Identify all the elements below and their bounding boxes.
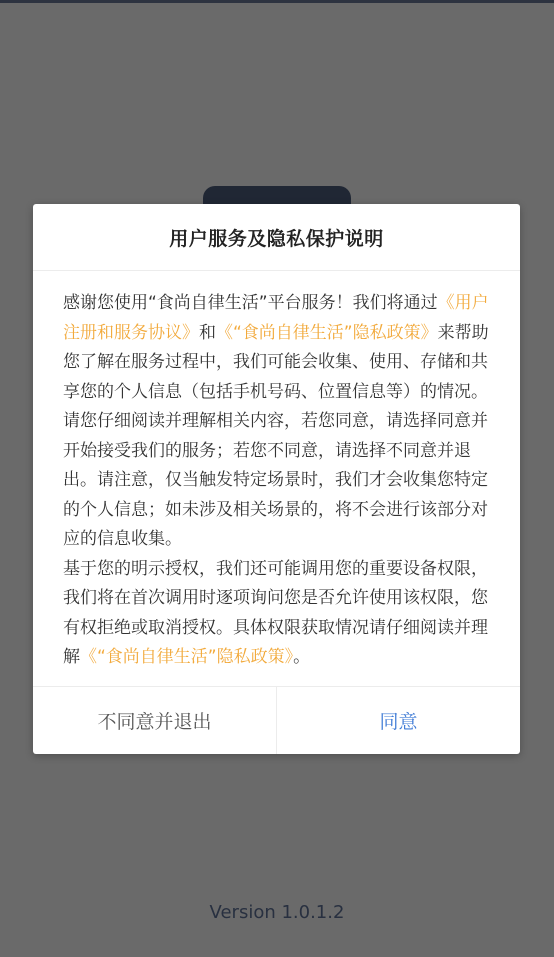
body-paragraph-2 (63, 555, 492, 673)
body-paragraph-1 (63, 289, 492, 555)
agree-button[interactable]: 同意 (379, 711, 418, 733)
body-text: 基于您的明示授权，我们还可能调用您的重要设备权限，我们将在首次调用时逐项询问您是否允许使用该权限，您有权拒绝或取消授权。具体权限获取情况请仔细阅读并理解 (63, 558, 488, 667)
dialog-title: 用户服务及隐私保护说明 (169, 227, 384, 250)
version-label: Version 1.0.1.2 (209, 902, 345, 923)
privacy-policy-link[interactable]: 《“食尚自律生活”隐私政策》 (216, 322, 438, 343)
user-agreement-link[interactable]: 《用户注册和服务协议》 (63, 293, 489, 343)
dialog-body (33, 271, 520, 671)
body-text: 。 (293, 647, 311, 667)
dialog-footer (33, 686, 520, 754)
privacy-dialog (33, 204, 520, 754)
disagree-exit-button[interactable]: 不同意并退出 (33, 687, 277, 754)
status-bar (0, 0, 554, 3)
dialog-header (33, 204, 520, 271)
body-text: 和 (199, 322, 216, 343)
body-text: 来帮助您了解在服务过程中，我们可能会收集、使用、存储和共享您的个人信息（包括手机号码、位置信息等）的情况。请您仔细阅读并理解相关内容，若您同意，请选择同意并开始接受我们的服务；若您不同意，请选择不同意并退出。请注意，仅当触发特定场景时，我们才会收集您特定的个人信息；如未涉及相关场景的，将不会进行该部分对应的信息收集。 (63, 322, 489, 549)
privacy-policy-link-2[interactable]: 《“食尚自律生活”隐私政策》 (80, 647, 294, 667)
body-text: 感谢您使用“食尚自律生活”平台服务！我们将通过 (63, 293, 438, 313)
